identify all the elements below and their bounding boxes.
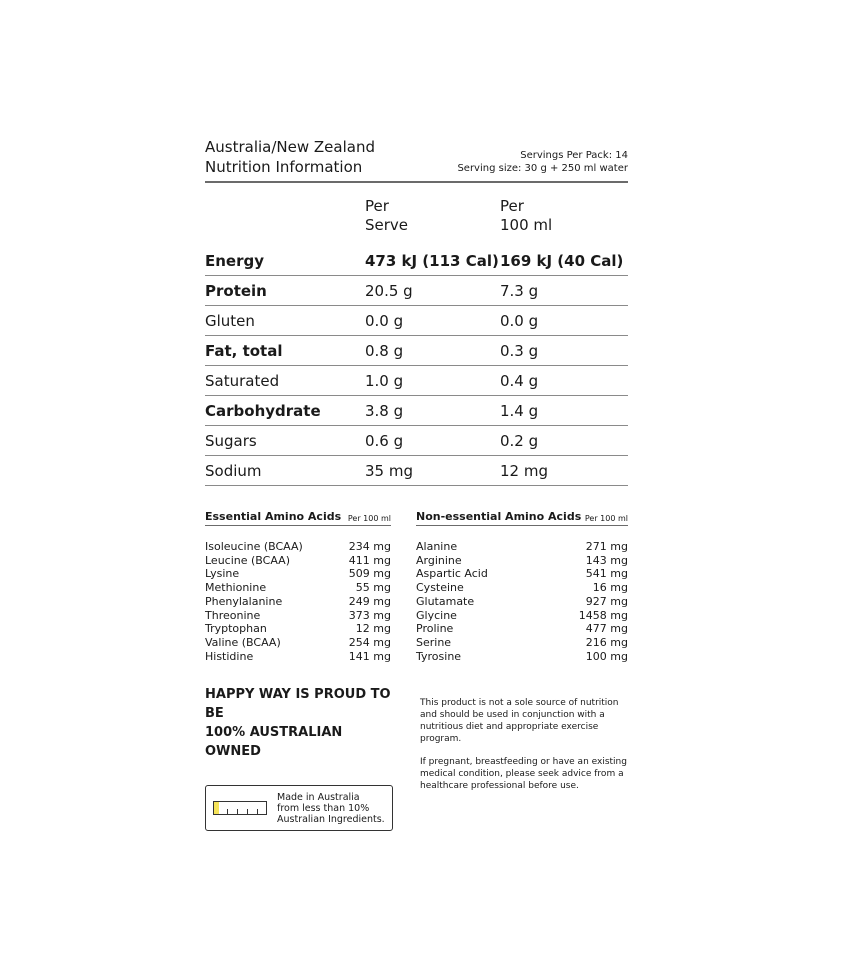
- amino-acid-row: [416, 650, 628, 664]
- amino-acid-row: [205, 609, 391, 623]
- badge-line-2: from less than 10%: [277, 802, 370, 814]
- ruler-tick: [227, 809, 228, 814]
- amino-acid-name: Glycine: [416, 608, 457, 622]
- badge-line-1: Made in Australia: [277, 791, 360, 803]
- amino-acid-row: [205, 622, 391, 636]
- nutrient-per-serve: 20.5 g: [365, 281, 413, 300]
- nutrient-name: Sugars: [205, 431, 257, 450]
- nutrient-per-serve: 35 mg: [365, 461, 413, 480]
- nutrient-per-serve: 1.0 g: [365, 371, 404, 390]
- essential-amino-acids: [205, 510, 391, 663]
- amino-acid-value: 16 mg: [592, 581, 628, 595]
- amino-acid-name: Phenylalanine: [205, 594, 283, 608]
- amino-acid-value: 927 mg: [585, 594, 628, 608]
- amino-acid-value: 141 mg: [348, 649, 391, 663]
- disclaimer: [420, 697, 628, 831]
- ingredient-ruler-icon: [213, 801, 267, 815]
- badge-line-3: Australian Ingredients.: [277, 813, 385, 825]
- nutrient-per-serve: 473 kJ (113 Cal): [365, 252, 499, 270]
- amino-acid-row: [205, 650, 391, 664]
- amino-acid-value: 216 mg: [585, 635, 628, 649]
- amino-acid-row: [416, 609, 628, 623]
- non-essential-amino-unit: Per 100 ml: [584, 514, 628, 523]
- amino-acid-value: 143 mg: [585, 553, 628, 567]
- nutrient-per-serve: 3.8 g: [365, 401, 404, 420]
- amino-acid-row: [416, 595, 628, 609]
- amino-acid-value: 411 mg: [348, 553, 391, 567]
- amino-acid-row: [205, 595, 391, 609]
- amino-acid-name: Aspartic Acid: [416, 567, 488, 581]
- nutrient-name: Fat, total: [205, 341, 283, 360]
- servings-per-pack: Servings Per Pack: 14: [520, 150, 628, 161]
- non-essential-amino-list: [416, 540, 628, 663]
- amino-acid-row: [205, 540, 391, 554]
- amino-acid-row: [416, 636, 628, 650]
- amino-acid-row: [205, 636, 391, 650]
- amino-acid-row: [416, 540, 628, 554]
- nutrient-per-serve: 0.8 g: [365, 341, 404, 360]
- amino-acid-name: Histidine: [205, 649, 254, 663]
- non-essential-amino-title: Non-essential Amino Acids: [416, 510, 582, 523]
- amino-acid-name: Tryptophan: [205, 622, 267, 636]
- amino-acid-value: 373 mg: [348, 608, 391, 622]
- nutrient-per-100ml: 1.4 g: [500, 401, 539, 420]
- nutrition-row-energy: [205, 247, 628, 276]
- amino-acid-name: Glutamate: [416, 594, 475, 608]
- nutrient-name: Gluten: [205, 311, 255, 330]
- nutrition-row-sugars: [205, 426, 628, 456]
- amino-acid-name: Isoleucine (BCAA): [205, 540, 303, 553]
- panel-header: [205, 137, 628, 183]
- amino-acid-value: 234 mg: [348, 540, 391, 553]
- nutrient-per-100ml: 12 mg: [500, 461, 548, 480]
- amino-acid-value: 509 mg: [348, 567, 391, 581]
- nutrition-row-gluten: [205, 306, 628, 336]
- nutrient-per-serve: 0.0 g: [365, 311, 404, 330]
- per-100-line-2: 100 ml: [500, 216, 553, 234]
- amino-acid-name: Threonine: [205, 608, 261, 622]
- nutrient-per-100ml: 169 kJ (40 Cal): [500, 252, 624, 270]
- column-headers: [205, 197, 628, 235]
- title-line-2: Nutrition Information: [205, 158, 363, 176]
- nutrient-per-100ml: 0.0 g: [500, 311, 539, 330]
- nutrient-name: Saturated: [205, 371, 280, 390]
- australian-owned-statement: [205, 685, 400, 761]
- amino-acids-section: [205, 510, 628, 663]
- amino-acid-name: Alanine: [416, 540, 458, 553]
- amino-acid-value: 1458 mg: [578, 608, 628, 622]
- made-in-australia-badge: [205, 785, 393, 831]
- disclaimer-paragraph-1: This product is not a sole source of nutrition and should be used in conjunction with a nutritious diet and appropriate exercise program.: [420, 698, 619, 745]
- amino-acid-row: [205, 554, 391, 568]
- nutrient-name: Sodium: [205, 461, 262, 480]
- nutrient-name: Protein: [205, 281, 267, 300]
- amino-acid-name: Valine (BCAA): [205, 635, 281, 649]
- amino-acid-name: Leucine (BCAA): [205, 553, 290, 567]
- panel-title: [205, 137, 375, 177]
- amino-acid-name: Lysine: [205, 567, 240, 581]
- non-essential-amino-header: [416, 510, 628, 526]
- amino-acid-value: 55 mg: [355, 581, 391, 595]
- amino-acid-row: [416, 622, 628, 636]
- serving-info: [457, 149, 628, 177]
- amino-acid-value: 100 mg: [585, 649, 628, 663]
- ruler-tick: [247, 809, 248, 814]
- proud-line-1: HAPPY WAY IS PROUD TO BE: [205, 687, 391, 722]
- nutrition-row-sodium: [205, 456, 628, 486]
- amino-acid-row: [205, 581, 391, 595]
- amino-acid-name: Tyrosine: [416, 649, 462, 663]
- title-line-1: Australia/New Zealand: [205, 138, 375, 156]
- ownership-block: [205, 685, 400, 831]
- ruler-tick: [257, 809, 258, 814]
- amino-acid-row: [416, 581, 628, 595]
- footer-section: [205, 685, 628, 831]
- amino-acid-value: 249 mg: [348, 594, 391, 608]
- non-essential-amino-acids: [416, 510, 628, 663]
- per-100ml-header: [500, 197, 628, 235]
- nutrient-name: Carbohydrate: [205, 401, 321, 420]
- nutrition-row-fat-total: [205, 336, 628, 366]
- serving-size: Serving size: 30 g + 250 ml water: [457, 163, 628, 174]
- per-100-line-1: Per: [500, 197, 524, 215]
- per-serve-line-2: Serve: [365, 216, 409, 234]
- amino-acid-row: [205, 567, 391, 581]
- amino-acid-value: 254 mg: [348, 635, 391, 649]
- nutrient-per-serve: 0.6 g: [365, 431, 404, 450]
- nutrition-table: [205, 247, 628, 486]
- proud-line-2: 100% AUSTRALIAN OWNED: [205, 725, 343, 760]
- ruler-tick: [237, 809, 238, 814]
- amino-acid-value: 541 mg: [585, 567, 628, 581]
- nutrition-row-carbohydrate: [205, 396, 628, 426]
- amino-acid-value: 271 mg: [585, 540, 628, 553]
- nutrition-row-saturated: [205, 366, 628, 396]
- nutrient-name: Energy: [205, 252, 265, 270]
- amino-acid-name: Serine: [416, 635, 452, 649]
- disclaimer-paragraph-2: If pregnant, breastfeeding or have an existing medical condition, please seek advice from a healthcare professional before use.: [420, 757, 627, 792]
- badge-text: [277, 792, 385, 825]
- nutrition-row-protein: [205, 276, 628, 306]
- essential-amino-header: [205, 510, 391, 526]
- nutrition-panel: [205, 137, 628, 831]
- nutrient-per-100ml: 0.3 g: [500, 341, 539, 360]
- amino-acid-name: Methionine: [205, 581, 267, 595]
- per-serve-line-1: Per: [365, 197, 389, 215]
- essential-amino-unit: Per 100 ml: [347, 514, 391, 523]
- nutrient-per-100ml: 7.3 g: [500, 281, 539, 300]
- amino-acid-value: 477 mg: [585, 622, 628, 636]
- amino-acid-name: Arginine: [416, 553, 462, 567]
- amino-acid-row: [416, 567, 628, 581]
- per-serve-header: [365, 197, 500, 235]
- essential-amino-list: [205, 540, 391, 663]
- amino-acid-name: Proline: [416, 622, 454, 636]
- amino-acid-row: [416, 554, 628, 568]
- amino-acid-name: Cysteine: [416, 581, 464, 595]
- essential-amino-title: Essential Amino Acids: [205, 510, 342, 523]
- nutrient-per-100ml: 0.4 g: [500, 371, 539, 390]
- amino-acid-value: 12 mg: [355, 622, 391, 636]
- nutrient-per-100ml: 0.2 g: [500, 431, 539, 450]
